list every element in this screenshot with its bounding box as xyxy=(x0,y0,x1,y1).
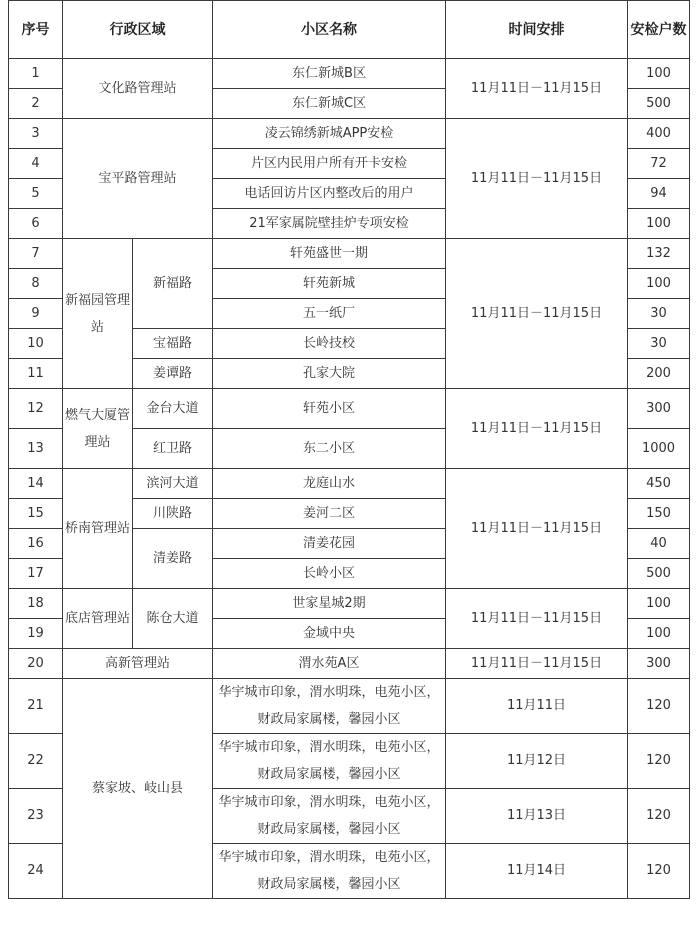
count-cell: 120 xyxy=(628,734,690,789)
schedule-cell: 11月11日－11月15日 xyxy=(446,239,628,389)
subdistrict-cell: 滨河大道 xyxy=(133,469,213,499)
count-cell: 500 xyxy=(628,89,690,119)
subdistrict-cell: 清姜路 xyxy=(133,529,213,589)
count-cell: 120 xyxy=(628,844,690,899)
table-row xyxy=(9,589,690,619)
community-cell: 五一纸厂 xyxy=(213,299,446,329)
community-cell: 长岭小区 xyxy=(213,559,446,589)
schedule-cell: 11月14日 xyxy=(446,844,628,899)
row-seq: 22 xyxy=(9,734,63,789)
row-seq: 23 xyxy=(9,789,63,844)
header-schedule: 时间安排 xyxy=(446,1,628,59)
district-cell: 底店管理站 xyxy=(63,589,133,649)
row-seq: 5 xyxy=(9,179,63,209)
table-row xyxy=(9,59,690,89)
count-cell: 100 xyxy=(628,59,690,89)
subdistrict-cell: 川陕路 xyxy=(133,499,213,529)
district-cell: 桥南管理站 xyxy=(63,469,133,589)
community-cell: 华宇城市印象，渭水明珠，电苑小区，财政局家属楼，馨园小区 xyxy=(213,734,446,789)
subdistrict-cell: 宝福路 xyxy=(133,329,213,359)
row-seq: 7 xyxy=(9,239,63,269)
schedule-cell: 11月11日－11月15日 xyxy=(446,59,628,119)
subdistrict-cell: 红卫路 xyxy=(133,429,213,469)
schedule-cell: 11月11日－11月15日 xyxy=(446,389,628,469)
community-cell: 凌云锦绣新城APP安检 xyxy=(213,119,446,149)
count-cell: 300 xyxy=(628,649,690,679)
community-cell: 清姜花园 xyxy=(213,529,446,559)
table-row xyxy=(9,649,690,679)
row-seq: 13 xyxy=(9,429,63,469)
schedule-cell: 11月12日 xyxy=(446,734,628,789)
count-cell: 40 xyxy=(628,529,690,559)
district-cell: 新福园管理站 xyxy=(63,239,133,389)
count-cell: 94 xyxy=(628,179,690,209)
community-cell: 龙庭山水 xyxy=(213,469,446,499)
schedule-cell: 11月11日－11月15日 xyxy=(446,589,628,649)
count-cell: 132 xyxy=(628,239,690,269)
header-district: 行政区域 xyxy=(63,1,213,59)
count-cell: 120 xyxy=(628,789,690,844)
row-seq: 4 xyxy=(9,149,63,179)
row-seq: 15 xyxy=(9,499,63,529)
community-cell: 轩苑新城 xyxy=(213,269,446,299)
table-row xyxy=(9,389,690,429)
community-cell: 世家星城2期 xyxy=(213,589,446,619)
row-seq: 20 xyxy=(9,649,63,679)
community-cell: 轩苑小区 xyxy=(213,389,446,429)
count-cell: 72 xyxy=(628,149,690,179)
community-cell: 东仁新城B区 xyxy=(213,59,446,89)
count-cell: 300 xyxy=(628,389,690,429)
subdistrict-cell: 金台大道 xyxy=(133,389,213,429)
community-cell: 姜河二区 xyxy=(213,499,446,529)
count-cell: 100 xyxy=(628,589,690,619)
district-cell: 高新管理站 xyxy=(63,649,213,679)
inspection-schedule-table xyxy=(8,0,690,899)
community-cell: 轩苑盛世一期 xyxy=(213,239,446,269)
count-cell: 100 xyxy=(628,619,690,649)
header-count: 安检户数 xyxy=(628,1,690,59)
schedule-cell: 11月11日－11月15日 xyxy=(446,649,628,679)
table-row xyxy=(9,239,690,269)
district-cell: 宝平路管理站 xyxy=(63,119,213,239)
count-cell: 1000 xyxy=(628,429,690,469)
community-cell: 东仁新城C区 xyxy=(213,89,446,119)
district-cell: 蔡家坡、岐山县 xyxy=(63,679,213,899)
count-cell: 100 xyxy=(628,209,690,239)
count-cell: 100 xyxy=(628,269,690,299)
community-cell: 华宇城市印象，渭水明珠，电苑小区，财政局家属楼，馨园小区 xyxy=(213,789,446,844)
community-cell: 21军家属院壁挂炉专项安检 xyxy=(213,209,446,239)
schedule-cell: 11月11日－11月15日 xyxy=(446,469,628,589)
table-row xyxy=(9,469,690,499)
row-seq: 17 xyxy=(9,559,63,589)
row-seq: 16 xyxy=(9,529,63,559)
row-seq: 8 xyxy=(9,269,63,299)
count-cell: 120 xyxy=(628,679,690,734)
community-cell: 长岭技校 xyxy=(213,329,446,359)
row-seq: 3 xyxy=(9,119,63,149)
table-row xyxy=(9,679,690,734)
row-seq: 2 xyxy=(9,89,63,119)
schedule-cell: 11月13日 xyxy=(446,789,628,844)
count-cell: 400 xyxy=(628,119,690,149)
count-cell: 200 xyxy=(628,359,690,389)
table-row xyxy=(9,119,690,149)
row-seq: 1 xyxy=(9,59,63,89)
community-cell: 片区内民用户所有开卡安检 xyxy=(213,149,446,179)
row-seq: 12 xyxy=(9,389,63,429)
count-cell: 150 xyxy=(628,499,690,529)
row-seq: 10 xyxy=(9,329,63,359)
community-cell: 东二小区 xyxy=(213,429,446,469)
count-cell: 30 xyxy=(628,329,690,359)
count-cell: 500 xyxy=(628,559,690,589)
subdistrict-cell: 陈仓大道 xyxy=(133,589,213,649)
community-cell: 华宇城市印象，渭水明珠，电苑小区，财政局家属楼，馨园小区 xyxy=(213,844,446,899)
schedule-cell: 11月11日 xyxy=(446,679,628,734)
community-cell: 孔家大院 xyxy=(213,359,446,389)
row-seq: 9 xyxy=(9,299,63,329)
header-community: 小区名称 xyxy=(213,1,446,59)
community-cell: 渭水苑A区 xyxy=(213,649,446,679)
row-seq: 11 xyxy=(9,359,63,389)
row-seq: 19 xyxy=(9,619,63,649)
count-cell: 30 xyxy=(628,299,690,329)
community-cell: 电话回访片区内整改后的用户 xyxy=(213,179,446,209)
row-seq: 18 xyxy=(9,589,63,619)
subdistrict-cell: 新福路 xyxy=(133,239,213,329)
district-cell: 燃气大厦管理站 xyxy=(63,389,133,469)
community-cell: 金域中央 xyxy=(213,619,446,649)
row-seq: 21 xyxy=(9,679,63,734)
header-seq: 序号 xyxy=(9,1,63,59)
community-cell: 华宇城市印象，渭水明珠，电苑小区，财政局家属楼，馨园小区 xyxy=(213,679,446,734)
district-cell: 文化路管理站 xyxy=(63,59,213,119)
row-seq: 14 xyxy=(9,469,63,499)
subdistrict-cell: 姜谭路 xyxy=(133,359,213,389)
schedule-cell: 11月11日－11月15日 xyxy=(446,119,628,239)
table-header-row xyxy=(9,1,690,59)
row-seq: 6 xyxy=(9,209,63,239)
row-seq: 24 xyxy=(9,844,63,899)
count-cell: 450 xyxy=(628,469,690,499)
